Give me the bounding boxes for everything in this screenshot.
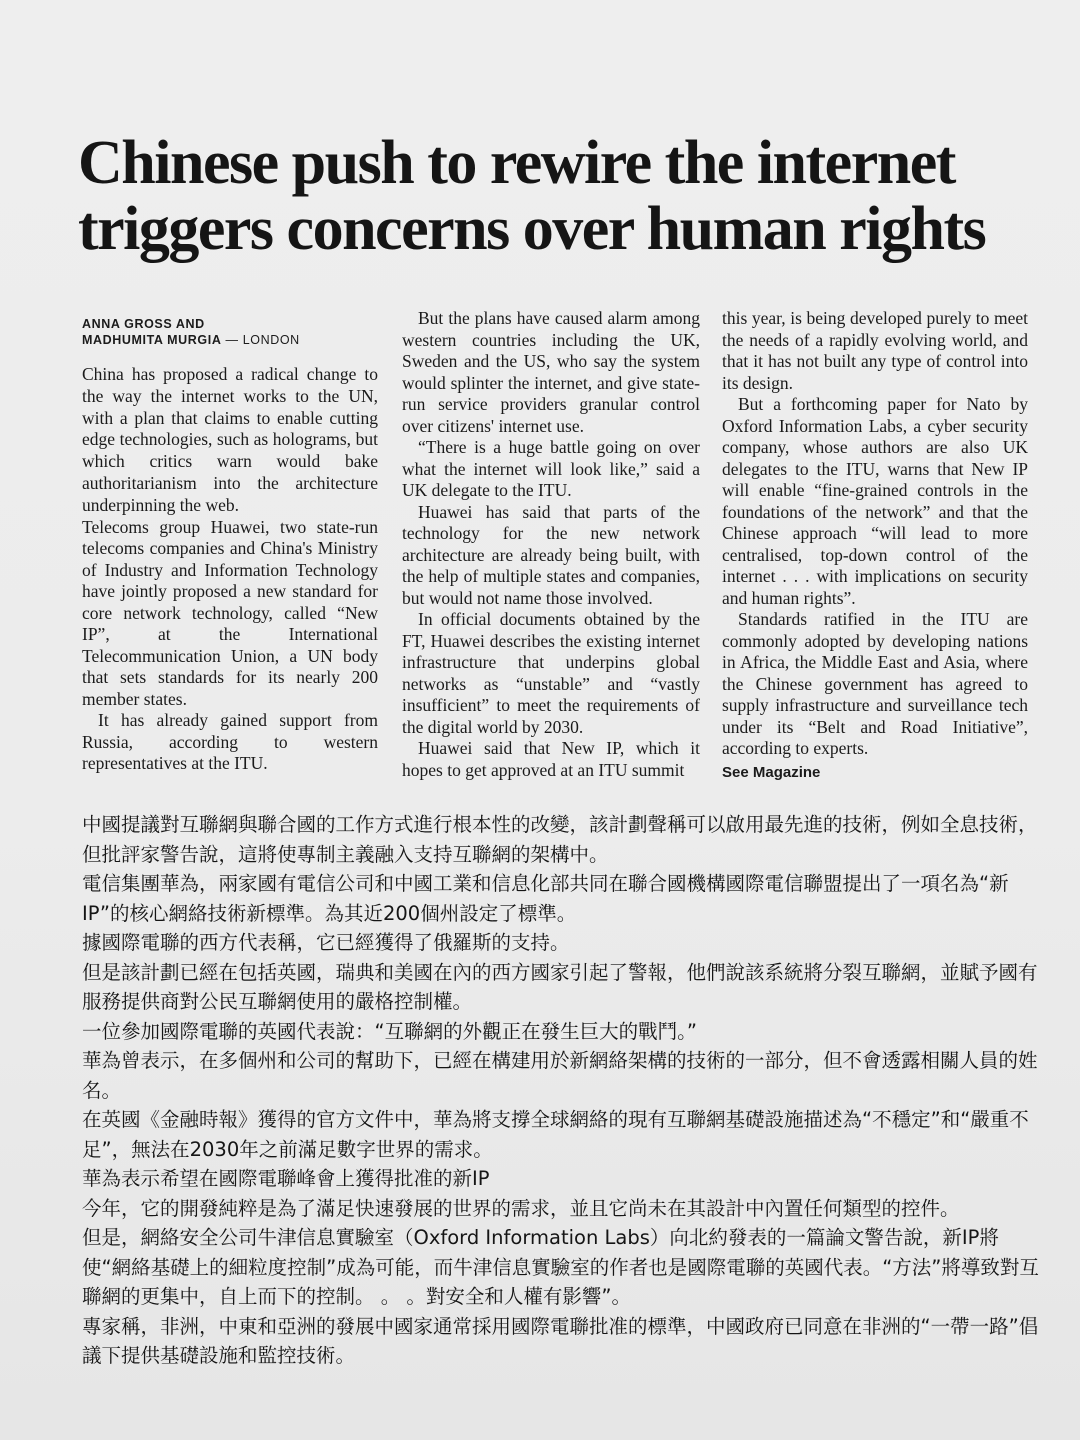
translation-paragraph: 一位參加國際電聯的英國代表說：“互聯網的外觀正在發生巨大的戰鬥。” xyxy=(82,1019,697,1043)
translation-paragraph: 華為表示希望在國際電聯峰會上獲得批准的新IP xyxy=(82,1167,490,1190)
article-paragraph: Standards ratified in the ITU are commonly adopted by developing nations in Africa, the Middle East and Asia, where the Chinese government has agreed to supply infrastructure and surveillance tech under its “Belt and Road Initiative”, according to experts. xyxy=(722,609,1028,758)
see-magazine-reference: See Magazine xyxy=(722,763,821,781)
translation-paragraph: 華為曾表示，在多個州和公司的幫助下，已經在構建用於新網絡架構的技術的一部分，但不會透露相關人員的姓名。 xyxy=(82,1049,1038,1102)
translation-paragraph: 今年，它的開發純粹是為了滿足快速發展的世界的需求，並且它尚未在其設計中內置任何類型的控件。 xyxy=(82,1196,960,1220)
article-paragraph: Huawei said that New IP, which it hopes to get approved at an ITU summit xyxy=(402,738,700,780)
article-column-1 xyxy=(82,316,378,775)
article-paragraph: “There is a huge battle going on over what the internet will look like,” said a UK delegate to the ITU. xyxy=(402,437,700,500)
article-paragraph: this year, is being developed purely to meet the needs of a rapidly evolving world, and that it has not built any type of control into its design. xyxy=(722,308,1028,393)
byline xyxy=(82,316,378,348)
headline: Chinese push to rewire the internet triggers concerns over human rights xyxy=(78,129,986,263)
article-paragraph: It has already gained support from Russia, according to western representatives at the ITU. xyxy=(82,710,378,774)
byline-authors-line1: ANNA GROSS AND xyxy=(82,317,205,331)
byline-authors-line2: MADHUMITA MURGIA xyxy=(82,333,222,347)
translation-paragraph: 據國際電聯的西方代表稱，它已經獲得了俄羅斯的支持。 xyxy=(82,931,570,954)
byline-location: — LONDON xyxy=(221,333,300,347)
article-lede: China has proposed a radical change to the way the internet works to the UN, with a plan that claims to enable cutting edge technologies, such as holograms, but which critics warn would bake authoritarianism into the architecture underpinning the web. xyxy=(82,364,378,515)
article-column-3 xyxy=(722,308,1028,783)
article-paragraph: Telecoms group Huawei, two state-run telecoms companies and China's Ministry of Industry and Information Technology have jointly proposed a new standard for core network technology, called “New IP”, at the International Telecommunication Union, a UN body that sets standards for its nearly 200 member states. xyxy=(82,516,378,709)
translation-paragraph: 專家稱，非洲，中東和亞洲的發展中國家通常採用國際電聯批准的標準，中國政府已同意在非洲的“一帶一路”倡議下提供基礎設施和監控技術。 xyxy=(82,1314,1039,1367)
article-paragraph: But a forthcoming paper for Nato by Oxford Information Labs, a cyber security company, whose authors are also UK delegates to the ITU, warns that New IP will enable “fine-grained controls in the foundations of the network” and that the Chinese approach “will lead to more centralised, top-down control of the internet . . . with implications on security and human rights”. xyxy=(722,394,1028,608)
translation-paragraph: 但是，網絡安全公司牛津信息實驗室（Oxford Information Labs）向北約發表的一篇論文警告說，新IP將使“網絡基礎上的細粒度控制”成為可能，而牛津信息實驗室的作者也是國際電聯的英國代表。“方法”將導致對互聯網的更集中，自上而下的控制。 。 。對安全和人權有影響”。 xyxy=(82,1226,1039,1308)
translation-paragraph: 中國提議對互聯網與聯合國的工作方式進行根本性的改變，該計劃聲稱可以啟用最先進的技術，例如全息技術，但批評家警告說，這將使專制主義融入支持互聯網的架構中。 xyxy=(82,813,1038,866)
article-column-2 xyxy=(402,308,700,781)
chinese-translation xyxy=(82,810,1042,1371)
translation-paragraph: 在英國《金融時報》獲得的官方文件中，華為將支撐全球網絡的現有互聯網基礎設施描述為“不穩定”和“嚴重不足”，無法在2030年之前滿足數字世界的需求。 xyxy=(82,1108,1029,1161)
translation-paragraph: 電信集團華為，兩家國有電信公司和中國工業和信息化部共同在聯合國機構國際電信聯盟提出了一項名為“新IP”的核心網絡技術新標準。為其近200個州設定了標準。 xyxy=(82,872,1009,925)
article-paragraph: In official documents obtained by the FT, Huawei describes the existing internet infrastructure that underpins global networks as “unstable” and “vastly insufficient” to meet the requirements of the digital world by 2030. xyxy=(402,609,700,737)
article-paragraph: Huawei has said that parts of the technology for the new network architecture are already being built, with the help of multiple states and companies, but would not name those involved. xyxy=(402,501,700,608)
article-paragraph: But the plans have caused alarm among western countries including the UK, Sweden and the US, who say the system would splinter the internet, and give state-run service providers granular control over citizens' internet use. xyxy=(402,308,700,436)
translation-paragraph: 但是該計劃已經在包括英國，瑞典和美國在內的西方國家引起了警報，他們說該系統將分裂互聯網，並賦予國有服務提供商對公民互聯網使用的嚴格控制權。 xyxy=(82,960,1038,1013)
